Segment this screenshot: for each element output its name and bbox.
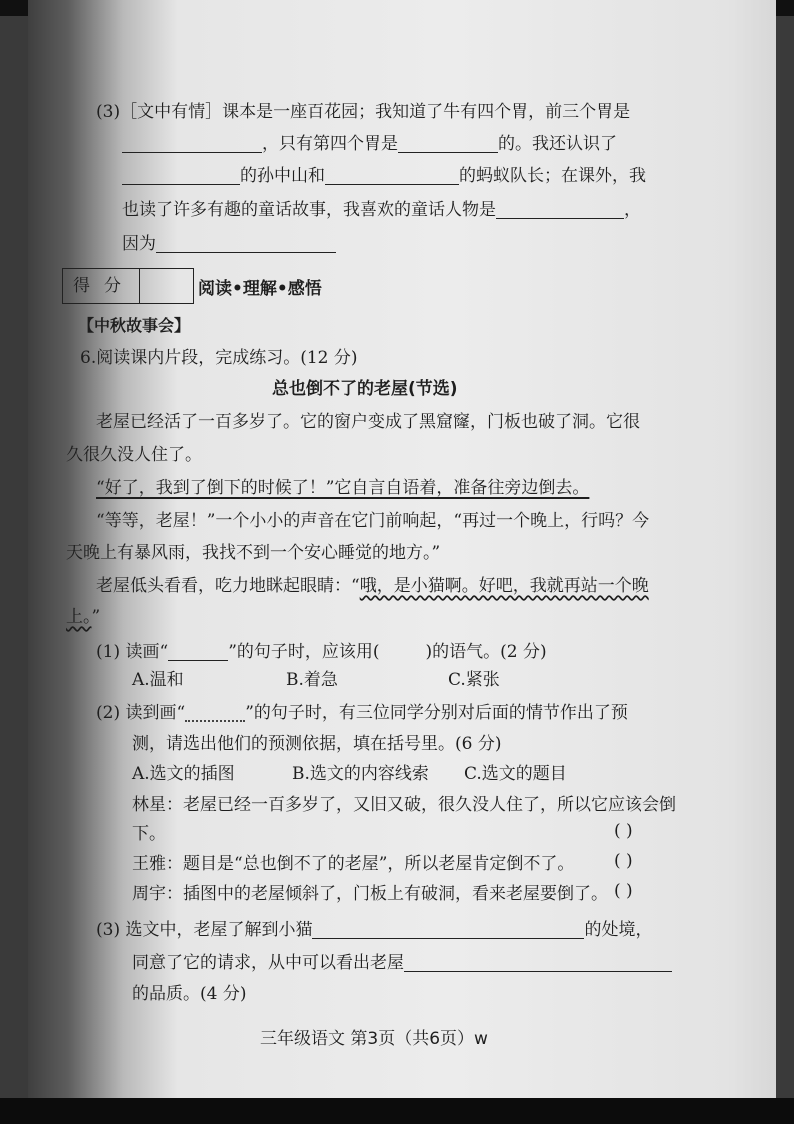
score-cell[interactable] <box>139 269 194 303</box>
sub2-zhouyu: 周宇：插图中的老屋倾斜了，门板上有破洞，看来老屋要倒了。 <box>132 884 608 904</box>
page-footer: 三年级语文 第3页（共6页）w <box>260 1029 488 1049</box>
sub3-line-3: 的品质。(4 分) <box>132 984 247 1004</box>
sub2-line-2: 测，请选出他们的预测依据，填在括号里。(6 分) <box>132 734 502 754</box>
blank-house-quality[interactable] <box>404 953 672 972</box>
blank-sun-zhongshan[interactable] <box>122 166 240 185</box>
sub2-linxing-line1: 林星：老屋已经一百多岁了，又旧又破，很久没人住了，所以它应该会倒 <box>132 795 676 815</box>
passage-title: 总也倒不了的老屋(节选) <box>272 379 458 399</box>
passage-p1-line2: 久很久没人住了。 <box>66 445 202 465</box>
blank-kitten-situation[interactable] <box>312 920 584 939</box>
q3-line-3: 的孙中山和 的蚂蚁队长；在课外，我 <box>122 166 646 185</box>
blank-stomach-4[interactable] <box>398 134 498 153</box>
sub2-option-a: A.选文的插图 <box>132 764 235 784</box>
blank-stomach-1[interactable] <box>122 134 262 153</box>
passage-p4-line1: 老屋低头看看，吃力地眯起眼睛：“哦，是小猫啊。好吧，我就再站一个晚 <box>96 576 649 596</box>
sub1-line-sample <box>168 642 228 661</box>
score-box <box>62 268 194 304</box>
passage-p4-line2: 上。” <box>66 607 101 627</box>
passage-p2-underlined: “好了，我到了倒下的时候了！”它自言自语着，准备往旁边倒去。 <box>96 478 590 498</box>
blank-ant-captain[interactable] <box>325 166 459 185</box>
sub2-option-b: B.选文的内容线索 <box>292 764 429 784</box>
sub2-zhouyu-paren[interactable]: ( ) <box>614 881 633 901</box>
sub2-wangya: 王雅：题目是“总也倒不了的老屋”，所以老屋肯定倒不了。 <box>132 854 575 874</box>
q3-line-1: (3)［文中有情］课本是一座百花园；我知道了牛有四个胃，前三个胃是 <box>96 102 631 122</box>
passage-p3-line2: 天晚上有暴风雨，我找不到一个安心睡觉的地方。” <box>66 543 441 563</box>
sub2-linxing-line2: 下。 <box>132 824 166 844</box>
sub1-question: (1) 读画“ ”的句子时，应该用( )的语气。(2 分) <box>96 642 547 662</box>
passage-p4-wavy: 哦，是小猫啊。好吧，我就再站一个晚 <box>359 576 649 596</box>
sub2-option-c: C.选文的题目 <box>464 764 567 784</box>
passage-p1-line1: 老屋已经活了一百多岁了。它的窗户变成了黑窟窿，门板也破了洞。它很 <box>96 412 640 432</box>
sub2-wangya-paren[interactable]: ( ) <box>614 851 633 871</box>
scan-bottom-edge <box>0 1098 794 1124</box>
blank-reason[interactable] <box>156 234 336 253</box>
q3-line-5: 因为 <box>122 234 336 253</box>
sub1-option-a: A.温和 <box>132 670 184 690</box>
score-label: 得分 <box>73 276 135 296</box>
sub1-option-b: B.着急 <box>286 670 338 690</box>
q3-line-2: ，只有第四个胃是 的。我还认识了 <box>122 134 617 153</box>
event-label: 【中秋故事会】 <box>78 316 191 335</box>
passage-p3-line1: “等等，老屋！”一个小小的声音在它门前响起，“再过一个晚上，行吗？今 <box>96 511 650 531</box>
sub2-wavy-sample <box>185 706 245 722</box>
sub1-option-c: C.紧张 <box>448 670 500 690</box>
sub3-line-1: (3) 选文中，老屋了解到小猫 的处境， <box>96 920 653 940</box>
sub3-line-2: 同意了它的请求，从中可以看出老屋 <box>132 953 672 972</box>
blank-fairy-character[interactable] <box>496 200 624 219</box>
q3-line-4: 也读了许多有趣的童话故事，我喜欢的童话人物是 ， <box>122 200 641 220</box>
q6-prompt: 6.阅读课内片段，完成练习。(12 分) <box>80 348 358 368</box>
sub2-linxing-paren[interactable]: ( ) <box>614 821 633 841</box>
sub2-line-1: (2) 读到画“ ”的句子时，有三位同学分别对后面的情节作出了预 <box>96 703 628 723</box>
section-heading: 阅读•理解•感悟 <box>198 279 322 299</box>
